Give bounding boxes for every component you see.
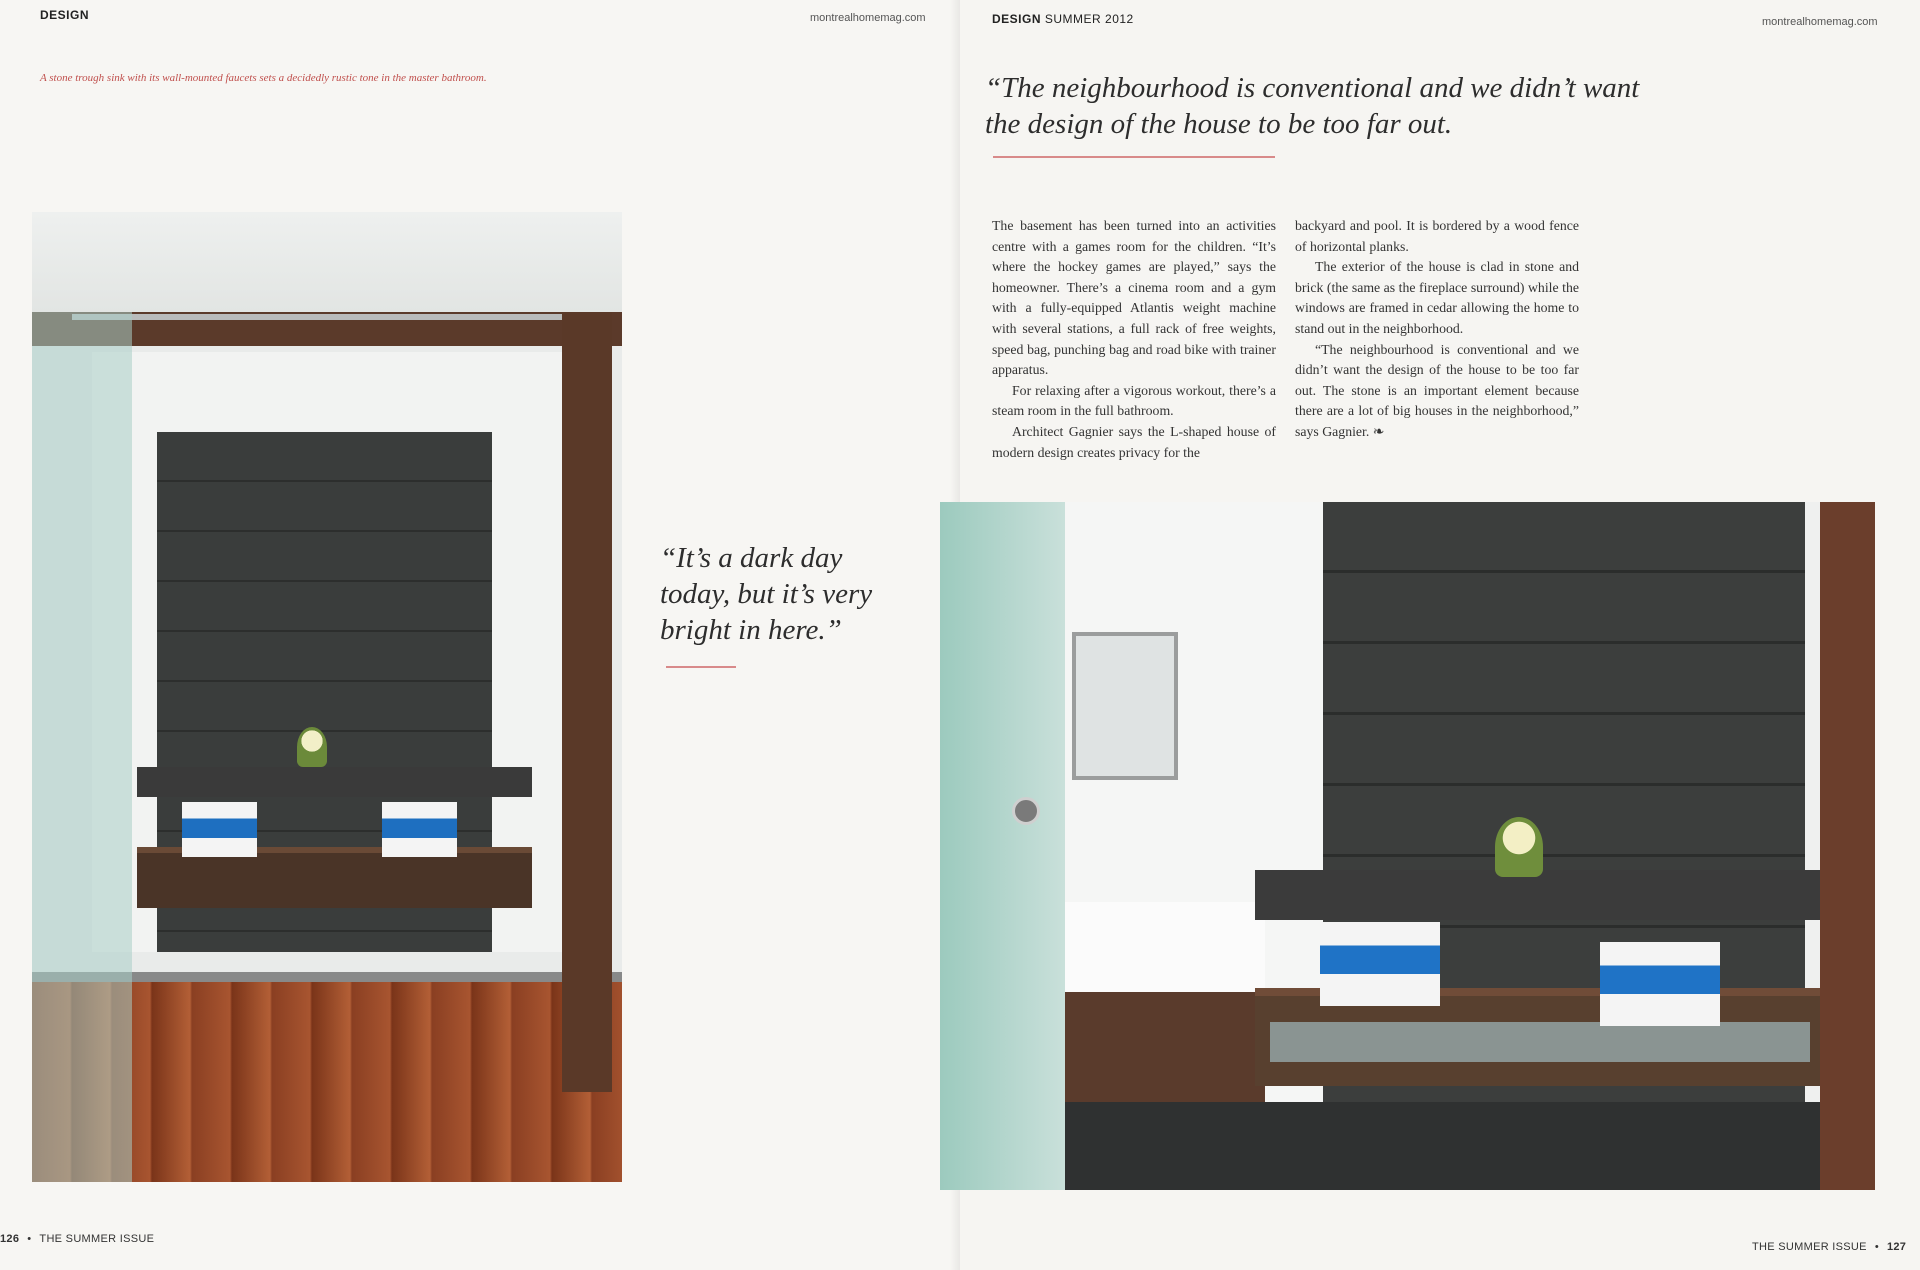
body-column-2 — [1295, 216, 1579, 443]
page-footer — [1752, 1241, 1906, 1253]
page-number: 127 — [1886, 1241, 1907, 1253]
body-column-1 — [992, 216, 1276, 463]
frosted-glass-door — [32, 312, 132, 1182]
frosted-glass-door — [940, 502, 1065, 1190]
pull-quote: “It’s a dark day today, but it’s very bright in here.” — [660, 542, 873, 646]
towel-stack — [382, 802, 457, 857]
bathroom-photo-left — [32, 212, 622, 1182]
photo-caption: A stone trough sink with its wall-mounted faucets sets a decidedly rustic tone in the master bathroom. — [40, 72, 487, 84]
paragraph: “The neighbourhood is conventional and we didn’t want the design of the house to be too far out. The stone is an important element because there are a lot of big houses in the neighborhood,” says Gagnier. ❧ — [1295, 341, 1579, 439]
flower-pot — [297, 727, 327, 767]
flower-pot — [1495, 817, 1543, 877]
site-url: montrealhomemag.com — [810, 12, 926, 24]
page-footer — [0, 1233, 154, 1245]
bullet-icon: • — [1874, 1241, 1879, 1253]
site-url: montrealhomemag.com — [1762, 16, 1878, 28]
bathroom-photo-right — [940, 502, 1875, 1190]
ceiling — [32, 212, 622, 312]
section-tag-sub: SUMMER 2012 — [1044, 12, 1134, 26]
accent-rule — [993, 156, 1275, 158]
frosted-drawer — [1270, 1022, 1810, 1062]
sliding-door-rail — [72, 314, 612, 320]
towel-stack — [1320, 922, 1440, 1006]
towel-stack — [1600, 942, 1720, 1026]
bathtub — [1065, 902, 1265, 1112]
pull-quote-headline: “The neighbourhood is conventional and we didn’t want the design of the house to be too far out. — [985, 72, 1640, 140]
section-tag: DESIGN — [40, 8, 90, 22]
stone-sink-counter — [137, 767, 532, 797]
paragraph: The basement has been turned into an activities centre with a games room for the children. “It’s where the hockey games are played,” says the homeowner. There’s a cinema room and a gym with a fully-equipped Atlantis weight machine with several stations, a full rack of free weights, speed bag, punching bag and road bike with trainer apparatus. — [992, 218, 1276, 378]
paragraph: Architect Gagnier says the L-shaped house of modern design creates privacy for the — [992, 423, 1276, 460]
door-handle-icon — [1012, 797, 1040, 825]
section-tag-main: DESIGN — [992, 12, 1042, 26]
stone-sink-counter — [1255, 870, 1825, 920]
towel-stack — [182, 802, 257, 857]
page-number: 126 — [0, 1233, 20, 1245]
bullet-icon: • — [27, 1233, 32, 1245]
paragraph: backyard and pool. It is bordered by a wood fence of horizontal planks. — [1295, 218, 1579, 254]
paragraph: For relaxing after a vigorous workout, there’s a steam room in the full bathroom. — [992, 382, 1276, 419]
accent-rule — [666, 666, 736, 668]
door-post — [1820, 502, 1875, 1190]
window — [1072, 632, 1178, 780]
slate-floor — [1065, 1102, 1820, 1190]
door-post — [562, 312, 612, 1092]
section-tag — [992, 12, 1134, 26]
issue-label: THE SUMMER ISSUE — [1752, 1241, 1867, 1253]
paragraph: The exterior of the house is clad in stone and brick (the same as the fireplace surround) while the windows are framed in cedar allowing the home to stand out in the neighborhood. — [1295, 259, 1579, 336]
stone-wall — [1323, 502, 1805, 1190]
issue-label: THE SUMMER ISSUE — [39, 1233, 155, 1245]
